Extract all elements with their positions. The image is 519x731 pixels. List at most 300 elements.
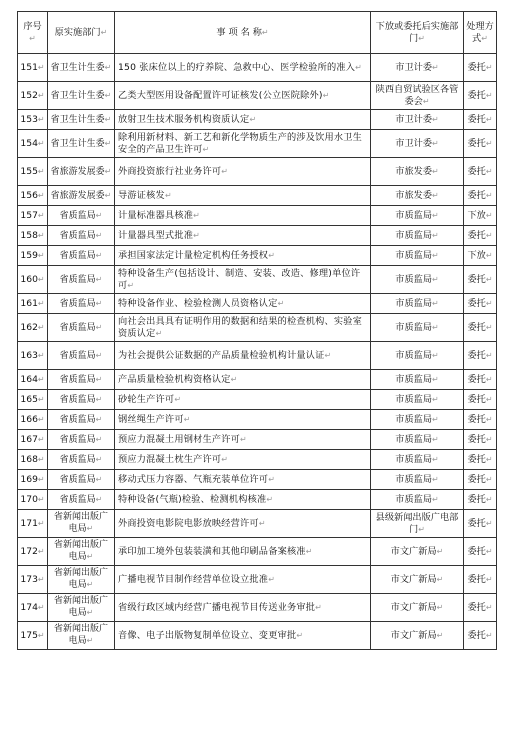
paragraph-mark-icon: ↵ [436, 602, 444, 612]
paragraph-mark-icon: ↵ [485, 454, 493, 464]
table-row [18, 410, 497, 430]
cell-target [371, 410, 464, 430]
table-row [18, 566, 497, 594]
cell-mode [464, 370, 497, 390]
cell-no-text: 155 [20, 165, 38, 177]
cell-target [371, 370, 464, 390]
cell-no [18, 594, 48, 622]
cell-no-text: 160 [20, 273, 38, 285]
cell-no [18, 510, 48, 538]
cell-target-text: 市质监局 [395, 433, 433, 445]
cell-target [371, 430, 464, 450]
cell-target-text: 市质监局 [395, 229, 433, 241]
cell-mode [464, 622, 497, 650]
cell-no-text: 162 [20, 321, 38, 333]
paragraph-mark-icon: ↵ [432, 138, 439, 148]
paragraph-mark-icon: ↵ [432, 350, 439, 360]
paragraph-mark-icon: ↵ [37, 602, 45, 612]
cell-no-text: 159 [20, 249, 38, 261]
cell-mode [464, 110, 497, 130]
cell-mode-text: 委托 [467, 545, 486, 557]
cell-no-text: 154 [20, 137, 38, 149]
cell-mode-text: 委托 [467, 517, 486, 529]
cell-item [115, 342, 371, 370]
paragraph-mark-icon: ↵ [37, 90, 45, 100]
cell-target-text: 市卫计委 [395, 137, 433, 149]
cell-target [371, 246, 464, 266]
cell-dept-text: 省质监局 [59, 250, 96, 261]
cell-dept [48, 622, 115, 650]
paragraph-mark-icon: ↵ [86, 580, 94, 589]
cell-target [371, 158, 464, 186]
paragraph-mark-icon: ↵ [485, 494, 493, 504]
paragraph-mark-icon: ↵ [95, 434, 103, 444]
cell-no [18, 110, 48, 130]
cell-item-text: 承印加工境外包装装潢和其他印刷品备案核准 [118, 545, 306, 557]
paragraph-mark-icon: ↵ [104, 90, 112, 100]
table-row [18, 470, 497, 490]
paragraph-mark-icon: ↵ [221, 454, 229, 464]
cell-item [115, 538, 371, 566]
cell-mode [464, 390, 497, 410]
paragraph-mark-icon: ↵ [221, 166, 229, 176]
paragraph-mark-icon: ↵ [266, 494, 274, 504]
paragraph-mark-icon: ↵ [155, 328, 163, 338]
cell-dept [48, 490, 115, 510]
paragraph-mark-icon: ↵ [432, 210, 439, 220]
cell-dept [48, 226, 115, 246]
table-row [18, 342, 497, 370]
cell-target [371, 450, 464, 470]
cell-item-text: 产品质量检验机构资格认定 [118, 373, 231, 385]
cell-dept [48, 342, 115, 370]
paragraph-mark-icon: ↵ [485, 166, 493, 176]
header-item: 事 项 名 称↵ [115, 12, 371, 54]
table-row [18, 54, 497, 82]
cell-no-text: 167 [20, 433, 38, 445]
paragraph-mark-icon: ↵ [355, 62, 363, 72]
cell-mode [464, 450, 497, 470]
cell-mode-text: 委托 [467, 189, 486, 201]
paragraph-mark-icon: ↵ [277, 298, 285, 308]
cell-dept-text: 省卫生计生委 [50, 90, 105, 101]
cell-dept-text: 省质监局 [59, 374, 96, 385]
cell-target [371, 110, 464, 130]
cell-no [18, 158, 48, 186]
cell-target-text: 市卫计委 [395, 61, 433, 73]
paragraph-mark-icon: ↵ [418, 524, 425, 534]
table-row [18, 110, 497, 130]
cell-mode [464, 314, 497, 342]
paragraph-mark-icon: ↵ [258, 518, 266, 528]
header-target: 下放或委托后实施部门↵ [371, 12, 464, 54]
cell-target-text: 市质监局 [395, 297, 433, 309]
paragraph-mark-icon: ↵ [86, 636, 94, 645]
cell-mode-text: 委托 [467, 89, 486, 101]
cell-no [18, 186, 48, 206]
paragraph-mark-icon: ↵ [37, 574, 45, 584]
paragraph-mark-icon: ↵ [104, 190, 112, 200]
cell-no [18, 450, 48, 470]
cell-target-text: 市质监局 [395, 373, 433, 385]
cell-item [115, 430, 371, 450]
paragraph-mark-icon: ↵ [183, 414, 191, 424]
cell-no-text: 164 [20, 373, 38, 385]
cell-mode [464, 130, 497, 158]
cell-dept-text: 省质监局 [59, 494, 96, 505]
paragraph-mark-icon: ↵ [485, 274, 493, 284]
cell-no [18, 82, 48, 110]
paragraph-mark-icon: ↵ [202, 144, 210, 154]
cell-item-text: 广播电视节目制作经营单位设立批准 [118, 573, 269, 585]
cell-item [115, 294, 371, 314]
cell-item [115, 54, 371, 82]
paragraph-mark-icon: ↵ [37, 474, 45, 484]
cell-item [115, 566, 371, 594]
cell-dept [48, 594, 115, 622]
cell-dept-text: 省新闻出版广电局 [53, 540, 108, 562]
cell-item [115, 314, 371, 342]
paragraph-mark-icon: ↵ [432, 474, 439, 484]
cell-mode [464, 410, 497, 430]
paragraph-mark-icon: ↵ [95, 210, 103, 220]
cell-dept-text: 省新闻出版广电局 [53, 512, 108, 534]
cell-dept [48, 410, 115, 430]
paragraph-mark-icon: ↵ [432, 298, 439, 308]
cell-dept-text: 省新闻出版广电局 [53, 624, 108, 646]
cell-no-text: 175 [20, 629, 38, 641]
cell-no-text: 152 [20, 89, 38, 101]
paragraph-mark-icon: ↵ [305, 546, 313, 556]
cell-item [115, 206, 371, 226]
cell-item [115, 490, 371, 510]
cell-dept [48, 470, 115, 490]
cell-target [371, 566, 464, 594]
paragraph-mark-icon: ↵ [104, 166, 112, 176]
paragraph-mark-icon: ↵ [485, 322, 493, 332]
cell-target [371, 490, 464, 510]
paragraph-mark-icon: ↵ [37, 350, 45, 360]
paragraph-mark-icon: ↵ [95, 322, 103, 332]
cell-no [18, 410, 48, 430]
cell-item-text: 外商投资电影院电影放映经营许可 [118, 517, 259, 529]
paragraph-mark-icon: ↵ [436, 630, 444, 640]
cell-target [371, 266, 464, 294]
cell-no [18, 470, 48, 490]
cell-target [371, 594, 464, 622]
cell-no-text: 156 [20, 189, 38, 201]
cell-no-text: 172 [20, 545, 38, 557]
paragraph-mark-icon: ↵ [432, 62, 439, 72]
table-row [18, 246, 497, 266]
cell-mode-text: 委托 [467, 493, 486, 505]
paragraph-mark-icon: ↵ [485, 298, 493, 308]
table-row [18, 390, 497, 410]
paragraph-mark-icon: ↵ [37, 414, 45, 424]
cell-item-text: 向社会出具具有证明作用的数据和结果的检查机构、实验室资质认定 [118, 315, 363, 339]
header-dept: 原实施部门↵ [48, 12, 115, 54]
cell-item [115, 510, 371, 538]
cell-target-text: 市质监局 [395, 493, 433, 505]
cell-item-text: 预应力混凝土用钢材生产许可 [118, 433, 241, 445]
paragraph-mark-icon: ↵ [485, 602, 493, 612]
cell-no-text: 157 [20, 209, 38, 221]
table-row [18, 430, 497, 450]
table-row [18, 370, 497, 390]
paragraph-mark-icon: ↵ [485, 574, 493, 584]
paragraph-mark-icon: ↵ [268, 574, 276, 584]
cell-item [115, 266, 371, 294]
cell-item-text: 钢丝绳生产许可 [118, 413, 184, 425]
cell-item [115, 390, 371, 410]
paragraph-mark-icon: ↵ [240, 434, 247, 444]
cell-target-text: 陕西自贸试验区各管委会 [375, 83, 459, 107]
cell-no-text: 171 [20, 517, 38, 529]
paragraph-mark-icon: ↵ [86, 608, 94, 617]
cell-mode [464, 82, 497, 110]
paragraph-mark-icon: ↵ [436, 546, 444, 556]
cell-dept [48, 186, 115, 206]
cell-dept [48, 430, 115, 450]
cell-target [371, 226, 464, 246]
cell-mode-text: 委托 [467, 573, 486, 585]
cell-target [371, 130, 464, 158]
cell-target [371, 206, 464, 226]
cell-no [18, 390, 48, 410]
cell-item-text: 特种设备生产(包括设计、制造、安装、改造、修理)单位许可 [118, 267, 361, 291]
paragraph-mark-icon: ↵ [95, 474, 103, 484]
cell-item [115, 158, 371, 186]
cell-dept-text: 省质监局 [59, 230, 96, 241]
cell-mode-text: 委托 [467, 61, 486, 73]
paragraph-mark-icon: ↵ [37, 494, 45, 504]
cell-mode [464, 54, 497, 82]
paragraph-mark-icon: ↵ [485, 230, 493, 240]
paragraph-mark-icon: ↵ [37, 298, 45, 308]
paragraph-mark-icon: ↵ [193, 210, 201, 220]
cell-item-text: 省级行政区域内经营广播电视节目传送业务审批 [118, 601, 316, 613]
cell-target [371, 314, 464, 342]
paragraph-mark-icon: ↵ [249, 114, 257, 124]
cell-mode [464, 510, 497, 538]
data-table [17, 11, 497, 650]
paragraph-mark-icon: ↵ [37, 394, 45, 404]
paragraph-mark-icon: ↵ [37, 62, 45, 72]
cell-dept [48, 390, 115, 410]
paragraph-mark-icon: ↵ [104, 114, 112, 124]
cell-item [115, 246, 371, 266]
paragraph-mark-icon: ↵ [37, 166, 45, 176]
cell-target [371, 82, 464, 110]
table-row [18, 490, 497, 510]
cell-mode [464, 226, 497, 246]
cell-no [18, 370, 48, 390]
cell-target-text: 市质监局 [395, 349, 433, 361]
paragraph-mark-icon: ↵ [485, 518, 493, 528]
paragraph-mark-icon: ↵ [37, 250, 45, 260]
cell-dept-text: 省质监局 [59, 474, 96, 485]
cell-item-text: 放射卫生技术服务机构资质认定 [118, 113, 250, 125]
cell-no [18, 206, 48, 226]
cell-no [18, 622, 48, 650]
paragraph-mark-icon: ↵ [485, 210, 493, 220]
paragraph-mark-icon: ↵ [164, 190, 172, 200]
cell-no-text: 153 [20, 113, 38, 125]
cell-dept [48, 266, 115, 294]
paragraph-mark-icon: ↵ [432, 494, 439, 504]
table-row [18, 450, 497, 470]
paragraph-mark-icon: ↵ [95, 454, 103, 464]
paragraph-mark-icon: ↵ [37, 434, 45, 444]
table-row [18, 158, 497, 186]
table-row [18, 314, 497, 342]
cell-dept [48, 206, 115, 226]
cell-dept-text: 省卫生计生委 [50, 114, 105, 125]
cell-item [115, 470, 371, 490]
table-row [18, 622, 497, 650]
paragraph-mark-icon: ↵ [37, 322, 45, 332]
cell-target-text: 县级新闻出版广电部门 [375, 511, 459, 535]
paragraph-mark-icon: ↵ [485, 62, 493, 72]
cell-dept [48, 54, 115, 82]
paragraph-mark-icon: ↵ [37, 114, 45, 124]
paragraph-mark-icon: ↵ [485, 394, 493, 404]
cell-target-text: 市文广新局 [390, 545, 437, 557]
header-mode: 处理方式↵ [464, 12, 497, 54]
paragraph-mark-icon: ↵ [432, 166, 439, 176]
cell-item [115, 370, 371, 390]
cell-no [18, 342, 48, 370]
cell-dept-text: 省卫生计生委 [50, 62, 105, 73]
cell-dept [48, 370, 115, 390]
cell-mode-text: 委托 [467, 273, 486, 285]
cell-target-text: 市旅发委 [395, 189, 433, 201]
table-row [18, 594, 497, 622]
paragraph-mark-icon: ↵ [432, 454, 439, 464]
cell-no-text: 168 [20, 453, 38, 465]
paragraph-mark-icon: ↵ [37, 518, 45, 528]
cell-mode-text: 委托 [467, 629, 486, 641]
cell-mode [464, 538, 497, 566]
header-no: 序号↵ [18, 12, 48, 54]
cell-dept [48, 314, 115, 342]
cell-item-text: 计量器具型式批准 [118, 229, 194, 241]
paragraph-mark-icon: ↵ [37, 546, 45, 556]
cell-dept-text: 省旅游发展委 [50, 166, 105, 177]
cell-mode-text: 委托 [467, 473, 486, 485]
paragraph-mark-icon: ↵ [485, 90, 493, 100]
table-row [18, 226, 497, 246]
paragraph-mark-icon: ↵ [485, 138, 493, 148]
cell-dept-text: 省质监局 [59, 414, 96, 425]
header-row [18, 12, 497, 54]
cell-mode-text: 委托 [467, 453, 486, 465]
cell-item-text: 移动式压力容器、气瓶充装单位许可 [118, 473, 269, 485]
cell-no-text: 169 [20, 473, 38, 485]
cell-mode-text: 委托 [467, 113, 486, 125]
cell-mode [464, 470, 497, 490]
cell-target [371, 510, 464, 538]
cell-item-text: 特种设备(气瓶)检验、检测机构核准 [118, 493, 267, 505]
paragraph-mark-icon: ↵ [193, 230, 201, 240]
cell-dept-text: 省新闻出版广电局 [53, 568, 108, 590]
paragraph-mark-icon: ↵ [104, 62, 112, 72]
cell-mode-text: 委托 [467, 601, 486, 613]
cell-dept-text: 省质监局 [59, 210, 96, 221]
paragraph-mark-icon: ↵ [95, 414, 103, 424]
paragraph-mark-icon: ↵ [485, 350, 493, 360]
cell-item-text: 音像、电子出版物复制单位设立、变更审批 [118, 629, 297, 641]
cell-mode [464, 158, 497, 186]
paragraph-mark-icon: ↵ [485, 630, 493, 640]
paragraph-mark-icon: ↵ [485, 190, 493, 200]
paragraph-mark-icon: ↵ [127, 280, 135, 290]
paragraph-mark-icon: ↵ [268, 250, 276, 260]
cell-target [371, 470, 464, 490]
cell-target [371, 294, 464, 314]
cell-no-text: 151 [20, 61, 38, 73]
cell-dept-text: 省质监局 [59, 394, 96, 405]
cell-mode-text: 委托 [467, 433, 486, 445]
cell-no-text: 163 [20, 349, 38, 361]
cell-dept [48, 246, 115, 266]
cell-no-text: 173 [20, 573, 38, 585]
paragraph-mark-icon: ↵ [485, 250, 493, 260]
cell-target-text: 市质监局 [395, 473, 433, 485]
paragraph-mark-icon: ↵ [95, 298, 103, 308]
cell-mode [464, 594, 497, 622]
paragraph-mark-icon: ↵ [432, 322, 439, 332]
cell-item [115, 110, 371, 130]
paragraph-mark-icon: ↵ [485, 374, 493, 384]
cell-no-text: 165 [20, 393, 38, 405]
cell-mode-text: 委托 [467, 393, 486, 405]
cell-item-text: 砂轮生产许可 [118, 393, 175, 405]
cell-item [115, 594, 371, 622]
cell-item [115, 450, 371, 470]
cell-target-text: 市质监局 [395, 393, 433, 405]
cell-dept-text: 省质监局 [59, 350, 96, 361]
cell-target-text: 市卫计委 [395, 113, 433, 125]
paragraph-mark-icon: ↵ [436, 574, 444, 584]
cell-no [18, 314, 48, 342]
cell-dept-text: 省质监局 [59, 454, 96, 465]
cell-dept [48, 538, 115, 566]
paragraph-mark-icon: ↵ [485, 114, 493, 124]
paragraph-mark-icon: ↵ [296, 630, 304, 640]
paragraph-mark-icon: ↵ [432, 274, 439, 284]
cell-dept [48, 158, 115, 186]
paragraph-mark-icon: ↵ [315, 602, 323, 612]
paragraph-mark-icon: ↵ [268, 474, 276, 484]
table-row [18, 186, 497, 206]
paragraph-mark-icon: ↵ [432, 374, 439, 384]
cell-mode [464, 490, 497, 510]
table-row [18, 510, 497, 538]
paragraph-mark-icon: ↵ [37, 210, 45, 220]
paragraph-mark-icon: ↵ [422, 96, 430, 106]
paragraph-mark-icon: ↵ [104, 138, 112, 148]
cell-no [18, 226, 48, 246]
paragraph-mark-icon: ↵ [95, 374, 103, 384]
paragraph-mark-icon: ↵ [95, 274, 103, 284]
cell-item-text: 计量标准器具核准 [118, 209, 194, 221]
cell-dept-text: 省新闻出版广电局 [53, 596, 108, 618]
cell-target-text: 市质监局 [395, 209, 433, 221]
cell-item-text: 为社会提供公证数据的产品质量检验机构计量认证 [118, 349, 325, 361]
cell-target-text: 市文广新局 [390, 573, 437, 585]
cell-no-text: 158 [20, 229, 38, 241]
